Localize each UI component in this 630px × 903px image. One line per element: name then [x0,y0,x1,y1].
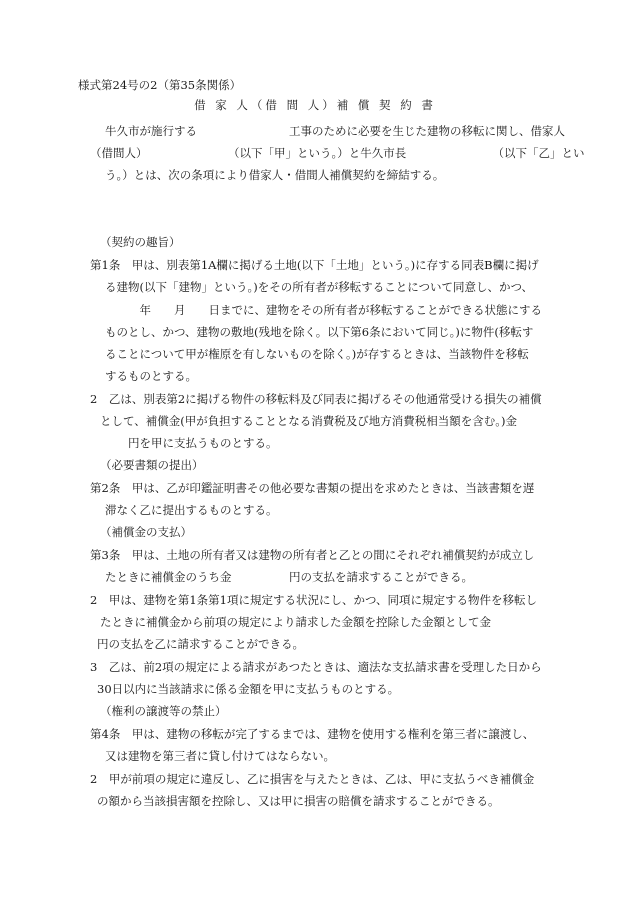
article-line: る建物(以下「建物」という。)をその所有者が移転することについて同意し、かつ、 [105,280,534,294]
article-line: 第3条 甲は、土地の所有者又は建物の所有者と乙との間にそれぞれ補償契約が成立し [90,548,535,562]
article-line: ものとし、かつ、建物の敷地(残地を除く。以下第6条において同じ。)に物件(移転す [105,325,534,339]
article-line: するものとする。 [105,369,197,383]
article-line: たときに補償金から前項の規定により請求した金額を控除した金額として金 [100,615,491,629]
article-line: 円を甲に支払うものとする。 [105,436,278,450]
preamble-line: う。）とは、次の条項により借家人・借間人補償契約を締結する。 [105,168,445,182]
article-line: として、補償金(甲が負担することとなる消費税及び地方消費税相当額を含む。)金 [100,414,517,428]
article-heading: （契約の趣旨） [100,235,181,249]
article-heading: （必要書類の提出） [100,458,204,472]
article-line: 30日以内に当該請求に係る金額を甲に支払うものとする。 [97,682,400,696]
article-line: 第4条 甲は、建物の移転が完了するまでは、建物を使用する権利を第三者に譲渡し、 [90,727,535,741]
form-number: 様式第24号の2（第35条関係） [78,78,242,92]
article-line: 2 乙は、別表第2に掲げる物件の移転料及び同表に掲げるその他通常受ける損失の補償 [90,392,542,406]
article-line: 2 甲が前項の規定に違反し、乙に損害を与えたときは、乙は、甲に支払うべき補償金 [90,772,535,786]
article-heading: （補償金の支払） [100,525,192,539]
article-line: 第1条 甲は、別表第1A欄に掲げる土地(以下「土地」という。)に存する同表B欄に掲げ [90,258,539,272]
article-line: 第2条 甲は、乙が印鑑証明書その他必要な書類の提出を求めたときは、当該書類を遅 [90,481,535,495]
article-heading: （権利の譲渡等の禁止） [100,704,227,718]
article-line: たときに補償金のうち金 円の支払を請求することができる。 [105,570,473,584]
preamble-line: 牛久市が施行する 工事のために必要を生じた建物の移転に関し、借家人 [105,124,565,138]
article-line: 2 甲は、建物を第1条第1項に規定する状況にし、かつ、同項に規定する物件を移転し [90,593,537,607]
article-line: 3 乙は、前2項の規定による請求があつたときは、適法な支払請求書を受理した日から [90,660,542,674]
article-line: 年 月 日までに、建物をその所有者が移転することができる状態にする [105,303,542,317]
document-title: 借 家 人（借 間 人）補 償 契 約 書 [194,98,436,112]
article-line: 滞なく乙に提出するものとする。 [105,503,278,517]
preamble-line: （借間人） （以下「甲」という。）と牛久市長 （以下「乙」とい [90,146,585,160]
article-line: 又は建物を第三者に貸し付けてはならない。 [105,749,335,763]
article-line: の額から当該損害額を控除し、又は甲に損害の賠償を請求することができる。 [97,794,500,808]
article-line: ることについて甲が権原を有しないものを除く。)が存するときは、当該物件を移転 [105,347,529,361]
article-line: 円の支払を乙に請求することができる。 [97,637,304,651]
